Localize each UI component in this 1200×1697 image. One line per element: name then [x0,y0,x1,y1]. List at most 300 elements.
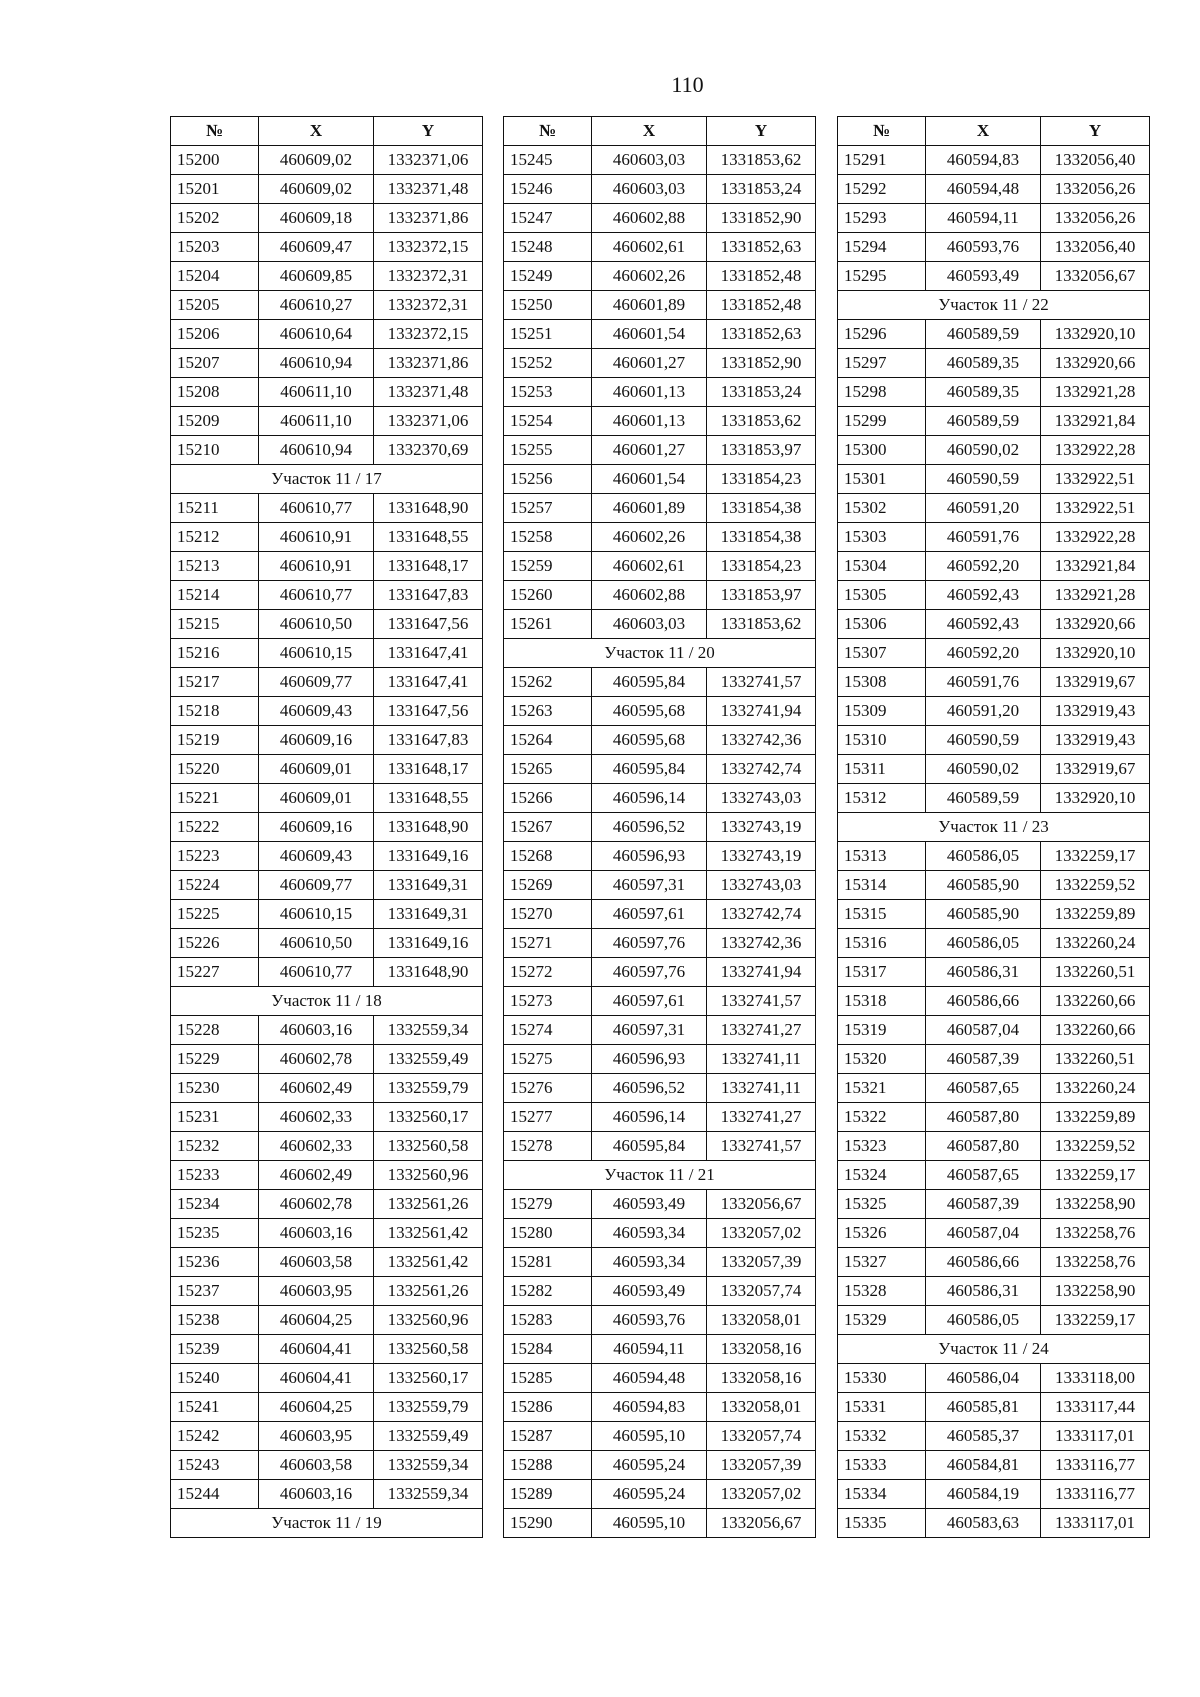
x-coordinate-cell: 460596,14 [592,784,707,813]
y-coordinate-cell: 1331648,90 [374,813,483,842]
point-number-cell: 15232 [171,1132,259,1161]
x-coordinate-cell: 460596,93 [592,1045,707,1074]
point-number-cell: 15297 [838,349,926,378]
x-coordinate-cell: 460609,43 [259,842,374,871]
x-coordinate-cell: 460609,02 [259,175,374,204]
y-coordinate-cell: 1331647,83 [374,726,483,755]
table-row [504,349,816,378]
point-number-cell: 15282 [504,1277,592,1306]
table-row [838,1509,1150,1538]
table-row [838,726,1150,755]
point-number-cell: 15233 [171,1161,259,1190]
point-number-cell: 15287 [504,1422,592,1451]
y-coordinate-cell: 1332561,42 [374,1219,483,1248]
table-row [171,407,483,436]
table-row [504,929,816,958]
x-coordinate-cell: 460595,84 [592,1132,707,1161]
page-number: 110 [671,72,704,97]
y-coordinate-cell: 1332371,48 [374,378,483,407]
y-coordinate-cell: 1331853,24 [707,378,816,407]
point-number-cell: 15219 [171,726,259,755]
x-coordinate-cell: 460594,83 [926,146,1041,175]
point-number-cell: 15284 [504,1335,592,1364]
y-coordinate-cell: 1332058,01 [707,1393,816,1422]
y-coordinate-cell: 1332372,31 [374,262,483,291]
point-number-cell: 15289 [504,1480,592,1509]
table-row [171,1248,483,1277]
y-coordinate-cell: 1332371,06 [374,146,483,175]
y-coordinate-cell: 1332371,48 [374,175,483,204]
point-number-cell: 15331 [838,1393,926,1422]
point-number-cell: 15314 [838,871,926,900]
table-row [171,1219,483,1248]
x-coordinate-cell: 460586,66 [926,1248,1041,1277]
table-row [504,1509,816,1538]
section-title: Участок 11 / 17 [171,465,483,494]
y-coordinate-cell: 1331852,90 [707,349,816,378]
table-row [171,175,483,204]
y-coordinate-cell: 1332743,03 [707,871,816,900]
table-row [171,436,483,465]
y-coordinate-cell: 1331647,56 [374,610,483,639]
column-header-y: Y [707,117,816,146]
section-title: Участок 11 / 18 [171,987,483,1016]
point-number-cell: 15286 [504,1393,592,1422]
table-row [838,958,1150,987]
y-coordinate-cell: 1332259,89 [1041,900,1150,929]
y-coordinate-cell: 1332559,79 [374,1074,483,1103]
point-number-cell: 15259 [504,552,592,581]
x-coordinate-cell: 460601,54 [592,465,707,494]
point-number-cell: 15210 [171,436,259,465]
point-number-cell: 15249 [504,262,592,291]
table-row [171,552,483,581]
x-coordinate-cell: 460584,81 [926,1451,1041,1480]
y-coordinate-cell: 1332259,52 [1041,1132,1150,1161]
table-row [171,1074,483,1103]
table-row [838,900,1150,929]
point-number-cell: 15267 [504,813,592,842]
point-number-cell: 15326 [838,1219,926,1248]
point-number-cell: 15231 [171,1103,259,1132]
point-number-cell: 15269 [504,871,592,900]
section-row [838,813,1150,842]
point-number-cell: 15202 [171,204,259,233]
point-number-cell: 15254 [504,407,592,436]
y-coordinate-cell: 1332743,19 [707,813,816,842]
section-title: Участок 11 / 19 [171,1509,483,1538]
point-number-cell: 15209 [171,407,259,436]
point-number-cell: 15305 [838,581,926,610]
y-coordinate-cell: 1332258,90 [1041,1190,1150,1219]
x-coordinate-cell: 460597,76 [592,929,707,958]
point-number-cell: 15285 [504,1364,592,1393]
x-coordinate-cell: 460589,59 [926,320,1041,349]
table-row [504,175,816,204]
y-coordinate-cell: 1331853,62 [707,146,816,175]
x-coordinate-cell: 460592,20 [926,639,1041,668]
x-coordinate-cell: 460594,48 [592,1364,707,1393]
section-row [838,1335,1150,1364]
point-number-cell: 15256 [504,465,592,494]
section-title: Участок 11 / 21 [504,1161,816,1190]
point-number-cell: 15247 [504,204,592,233]
y-coordinate-cell: 1331854,23 [707,552,816,581]
y-coordinate-cell: 1331852,63 [707,233,816,262]
y-coordinate-cell: 1332260,51 [1041,1045,1150,1074]
point-number-cell: 15296 [838,320,926,349]
x-coordinate-cell: 460597,31 [592,871,707,900]
x-coordinate-cell: 460589,35 [926,378,1041,407]
point-number-cell: 15299 [838,407,926,436]
point-number-cell: 15230 [171,1074,259,1103]
table-row [838,668,1150,697]
y-coordinate-cell: 1332371,86 [374,204,483,233]
x-coordinate-cell: 460604,25 [259,1393,374,1422]
x-coordinate-cell: 460591,20 [926,494,1041,523]
y-coordinate-cell: 1332056,67 [707,1190,816,1219]
y-coordinate-cell: 1331647,83 [374,581,483,610]
y-coordinate-cell: 1332056,26 [1041,204,1150,233]
y-coordinate-cell: 1332743,19 [707,842,816,871]
point-number-cell: 15270 [504,900,592,929]
x-coordinate-cell: 460609,47 [259,233,374,262]
point-number-cell: 15206 [171,320,259,349]
point-number-cell: 15328 [838,1277,926,1306]
point-number-cell: 15281 [504,1248,592,1277]
x-coordinate-cell: 460609,43 [259,697,374,726]
x-coordinate-cell: 460590,02 [926,436,1041,465]
table-row [171,842,483,871]
y-coordinate-cell: 1331854,23 [707,465,816,494]
point-number-cell: 15200 [171,146,259,175]
x-coordinate-cell: 460601,54 [592,320,707,349]
y-coordinate-cell: 1332259,89 [1041,1103,1150,1132]
y-coordinate-cell: 1331649,31 [374,871,483,900]
y-coordinate-cell: 1332921,28 [1041,581,1150,610]
table-row [838,175,1150,204]
point-number-cell: 15226 [171,929,259,958]
x-coordinate-cell: 460603,16 [259,1480,374,1509]
point-number-cell: 15237 [171,1277,259,1306]
table-row [171,639,483,668]
point-number-cell: 15325 [838,1190,926,1219]
point-number-cell: 15308 [838,668,926,697]
table-row [504,958,816,987]
x-coordinate-cell: 460593,49 [592,1277,707,1306]
y-coordinate-cell: 1332921,84 [1041,552,1150,581]
point-number-cell: 15208 [171,378,259,407]
column-header-x: X [592,117,707,146]
x-coordinate-cell: 460604,41 [259,1364,374,1393]
x-coordinate-cell: 460592,20 [926,552,1041,581]
point-number-cell: 15253 [504,378,592,407]
table-row [171,1277,483,1306]
x-coordinate-cell: 460609,77 [259,871,374,900]
y-coordinate-cell: 1332741,94 [707,697,816,726]
y-coordinate-cell: 1332372,31 [374,291,483,320]
x-coordinate-cell: 460597,31 [592,1016,707,1045]
y-coordinate-cell: 1332560,58 [374,1132,483,1161]
point-number-cell: 15205 [171,291,259,320]
point-number-cell: 15239 [171,1335,259,1364]
point-number-cell: 15255 [504,436,592,465]
x-coordinate-cell: 460601,13 [592,407,707,436]
x-coordinate-cell: 460610,91 [259,552,374,581]
x-coordinate-cell: 460602,61 [592,233,707,262]
table-row [504,697,816,726]
x-coordinate-cell: 460583,63 [926,1509,1041,1538]
x-coordinate-cell: 460590,02 [926,755,1041,784]
y-coordinate-cell: 1332742,36 [707,726,816,755]
point-number-cell: 15217 [171,668,259,697]
point-number-cell: 15283 [504,1306,592,1335]
y-coordinate-cell: 1332561,26 [374,1190,483,1219]
point-number-cell: 15323 [838,1132,926,1161]
table-row [171,1190,483,1219]
x-coordinate-cell: 460597,76 [592,958,707,987]
x-coordinate-cell: 460586,05 [926,842,1041,871]
y-coordinate-cell: 1332741,11 [707,1074,816,1103]
point-number-cell: 15288 [504,1451,592,1480]
y-coordinate-cell: 1333116,77 [1041,1451,1150,1480]
point-number-cell: 15268 [504,842,592,871]
y-coordinate-cell: 1331853,97 [707,436,816,465]
y-coordinate-cell: 1332056,26 [1041,175,1150,204]
point-number-cell: 15234 [171,1190,259,1219]
table-row [504,407,816,436]
x-coordinate-cell: 460591,76 [926,523,1041,552]
table-row [171,1016,483,1045]
point-number-cell: 15332 [838,1422,926,1451]
x-coordinate-cell: 460593,76 [926,233,1041,262]
point-number-cell: 15300 [838,436,926,465]
point-number-cell: 15277 [504,1103,592,1132]
point-number-cell: 15278 [504,1132,592,1161]
table-row [171,929,483,958]
y-coordinate-cell: 1332741,27 [707,1103,816,1132]
table-row [171,1422,483,1451]
table-row [171,378,483,407]
x-coordinate-cell: 460587,65 [926,1161,1041,1190]
y-coordinate-cell: 1331647,41 [374,668,483,697]
x-coordinate-cell: 460611,10 [259,407,374,436]
x-coordinate-cell: 460591,76 [926,668,1041,697]
y-coordinate-cell: 1332742,74 [707,900,816,929]
x-coordinate-cell: 460610,77 [259,581,374,610]
table-row [171,1393,483,1422]
x-coordinate-cell: 460610,50 [259,929,374,958]
x-coordinate-cell: 460585,37 [926,1422,1041,1451]
column-header-x: X [926,117,1041,146]
x-coordinate-cell: 460602,26 [592,523,707,552]
table-row [171,813,483,842]
table-row [504,1103,816,1132]
y-coordinate-cell: 1331854,38 [707,523,816,552]
x-coordinate-cell: 460610,64 [259,320,374,349]
x-coordinate-cell: 460609,18 [259,204,374,233]
point-number-cell: 15218 [171,697,259,726]
point-number-cell: 15225 [171,900,259,929]
table-row [171,1045,483,1074]
table-row [504,378,816,407]
column-header-number: № [838,117,926,146]
table-row [838,842,1150,871]
x-coordinate-cell: 460593,49 [592,1190,707,1219]
point-number-cell: 15223 [171,842,259,871]
point-number-cell: 15260 [504,581,592,610]
x-coordinate-cell: 460603,16 [259,1219,374,1248]
table-row [838,1422,1150,1451]
table-row [504,813,816,842]
x-coordinate-cell: 460604,41 [259,1335,374,1364]
point-number-cell: 15257 [504,494,592,523]
x-coordinate-cell: 460596,52 [592,813,707,842]
x-coordinate-cell: 460609,16 [259,813,374,842]
table-header [838,117,1150,146]
x-coordinate-cell: 460595,10 [592,1422,707,1451]
y-coordinate-cell: 1332743,03 [707,784,816,813]
table-row [171,958,483,987]
table-row [171,900,483,929]
table-row [504,494,816,523]
x-coordinate-cell: 460587,04 [926,1016,1041,1045]
x-coordinate-cell: 460609,01 [259,755,374,784]
x-coordinate-cell: 460609,77 [259,668,374,697]
table-row [838,204,1150,233]
table-row [838,610,1150,639]
table-row [171,494,483,523]
section-row [838,291,1150,320]
y-coordinate-cell: 1332056,40 [1041,146,1150,175]
x-coordinate-cell: 460586,05 [926,929,1041,958]
table-row [171,1480,483,1509]
x-coordinate-cell: 460595,84 [592,755,707,784]
table-row [171,610,483,639]
point-number-cell: 15307 [838,639,926,668]
x-coordinate-cell: 460601,89 [592,291,707,320]
table-row [838,349,1150,378]
x-coordinate-cell: 460609,01 [259,784,374,813]
y-coordinate-cell: 1332258,76 [1041,1248,1150,1277]
table-row [504,1074,816,1103]
y-coordinate-cell: 1332258,76 [1041,1219,1150,1248]
x-coordinate-cell: 460596,93 [592,842,707,871]
point-number-cell: 15291 [838,146,926,175]
x-coordinate-cell: 460609,16 [259,726,374,755]
point-number-cell: 15213 [171,552,259,581]
y-coordinate-cell: 1331853,62 [707,610,816,639]
point-number-cell: 15228 [171,1016,259,1045]
y-coordinate-cell: 1332741,57 [707,668,816,697]
table-header [171,117,483,146]
x-coordinate-cell: 460593,49 [926,262,1041,291]
y-coordinate-cell: 1332260,66 [1041,987,1150,1016]
table-row [838,929,1150,958]
point-number-cell: 15264 [504,726,592,755]
y-coordinate-cell: 1332057,74 [707,1422,816,1451]
point-number-cell: 15263 [504,697,592,726]
table-row [171,146,483,175]
point-number-cell: 15224 [171,871,259,900]
x-coordinate-cell: 460609,85 [259,262,374,291]
table-row [838,465,1150,494]
x-coordinate-cell: 460611,10 [259,378,374,407]
table-row [838,1277,1150,1306]
y-coordinate-cell: 1333117,01 [1041,1509,1150,1538]
point-number-cell: 15320 [838,1045,926,1074]
table-row [838,581,1150,610]
y-coordinate-cell: 1332920,10 [1041,639,1150,668]
point-number-cell: 15222 [171,813,259,842]
point-number-cell: 15221 [171,784,259,813]
y-coordinate-cell: 1331649,16 [374,929,483,958]
y-coordinate-cell: 1332260,66 [1041,1016,1150,1045]
y-coordinate-cell: 1333118,00 [1041,1364,1150,1393]
y-coordinate-cell: 1332260,51 [1041,958,1150,987]
table-row [504,1132,816,1161]
x-coordinate-cell: 460601,13 [592,378,707,407]
y-coordinate-cell: 1332920,10 [1041,784,1150,813]
point-number-cell: 15258 [504,523,592,552]
point-number-cell: 15316 [838,929,926,958]
y-coordinate-cell: 1331852,48 [707,262,816,291]
y-coordinate-cell: 1332741,57 [707,987,816,1016]
table-row [838,1045,1150,1074]
coordinates-table-2 [503,116,816,1538]
x-coordinate-cell: 460603,03 [592,610,707,639]
y-coordinate-cell: 1332922,28 [1041,436,1150,465]
section-row [504,1161,816,1190]
point-number-cell: 15244 [171,1480,259,1509]
table-row [838,1451,1150,1480]
point-number-cell: 15248 [504,233,592,262]
table-row [504,987,816,1016]
x-coordinate-cell: 460595,84 [592,668,707,697]
y-coordinate-cell: 1332057,74 [707,1277,816,1306]
table-row [171,726,483,755]
table-row [171,784,483,813]
x-coordinate-cell: 460594,83 [592,1393,707,1422]
x-coordinate-cell: 460610,94 [259,436,374,465]
x-coordinate-cell: 460602,78 [259,1045,374,1074]
y-coordinate-cell: 1332372,15 [374,233,483,262]
table-row [504,1335,816,1364]
y-coordinate-cell: 1332741,11 [707,1045,816,1074]
x-coordinate-cell: 460602,33 [259,1132,374,1161]
x-coordinate-cell: 460610,77 [259,494,374,523]
table-row [171,1335,483,1364]
table-row [504,1451,816,1480]
point-number-cell: 15309 [838,697,926,726]
point-number-cell: 15241 [171,1393,259,1422]
table-row [504,1219,816,1248]
point-number-cell: 15203 [171,233,259,262]
y-coordinate-cell: 1332922,28 [1041,523,1150,552]
table-row [504,726,816,755]
x-coordinate-cell: 460586,31 [926,958,1041,987]
table-row [171,1132,483,1161]
x-coordinate-cell: 460601,27 [592,349,707,378]
y-coordinate-cell: 1332056,40 [1041,233,1150,262]
point-number-cell: 15329 [838,1306,926,1335]
table-row [838,1132,1150,1161]
x-coordinate-cell: 460594,11 [592,1335,707,1364]
table-row [838,1480,1150,1509]
x-coordinate-cell: 460603,58 [259,1451,374,1480]
y-coordinate-cell: 1332560,17 [374,1103,483,1132]
x-coordinate-cell: 460592,43 [926,610,1041,639]
